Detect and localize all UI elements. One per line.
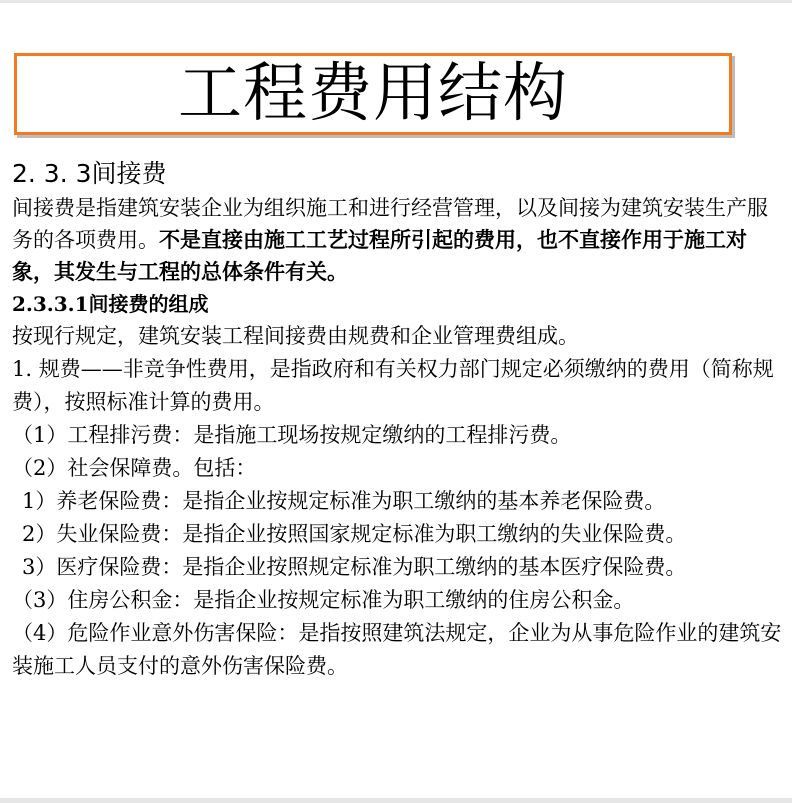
list-item-medical: 3）医疗保险费：是指企业按照规定标准为职工缴纳的基本医疗保险费。 — [22, 555, 687, 579]
list-item-accident-insurance: （4）危险作业意外伤害保险：是指按照建筑法规定，企业为从事危险作业的建筑安装施工人员支付的意外伤害保险费。 — [12, 621, 782, 678]
list-item-fees: 1. 规费——非竞争性费用，是指政府和有关权力部门规定必须缴纳的费用（简称规费），按照标准计算的费用。 — [12, 357, 774, 414]
list-item-social-security: （2）社会保障费。包括： — [12, 456, 257, 480]
top-divider — [0, 0, 792, 3]
list-item-unemployment: 2）失业保险费：是指企业按照国家规定标准为职工缴纳的失业保险费。 — [22, 522, 687, 546]
composition-paragraph: 按现行规定，建筑安装工程间接费由规费和企业管理费组成。 — [12, 324, 579, 348]
intro-paragraph — [12, 192, 784, 288]
list-item-housing-fund: （3）住房公积金：是指企业按规定标准为职工缴纳的住房公积金。 — [12, 588, 635, 612]
intro-text: 间接费是指建筑安装企业为组织施工和进行经营管理，以及间接为建筑安装生产服务的各项费用。 — [12, 196, 768, 252]
section-heading: 2. 3. 3间接费 — [12, 159, 167, 188]
title-box — [14, 53, 732, 135]
list-item-pollution-fee: （1）工程排污费：是指施工现场按规定缴纳的工程排污费。 — [12, 423, 572, 447]
page-title: 工程费用结构 — [178, 57, 568, 131]
document-body — [12, 156, 784, 683]
bottom-divider — [0, 798, 792, 803]
list-item-pension: 1）养老保险费：是指企业按规定标准为职工缴纳的基本养老保险费。 — [22, 489, 666, 513]
intro-bold-text: 不是直接由施工工艺过程所引起的费用，也不直接作用于施工对象，其发生与工程的总体条件有关。 — [12, 227, 747, 284]
subsection-heading: 2.3.3.1间接费的组成 — [12, 292, 209, 316]
